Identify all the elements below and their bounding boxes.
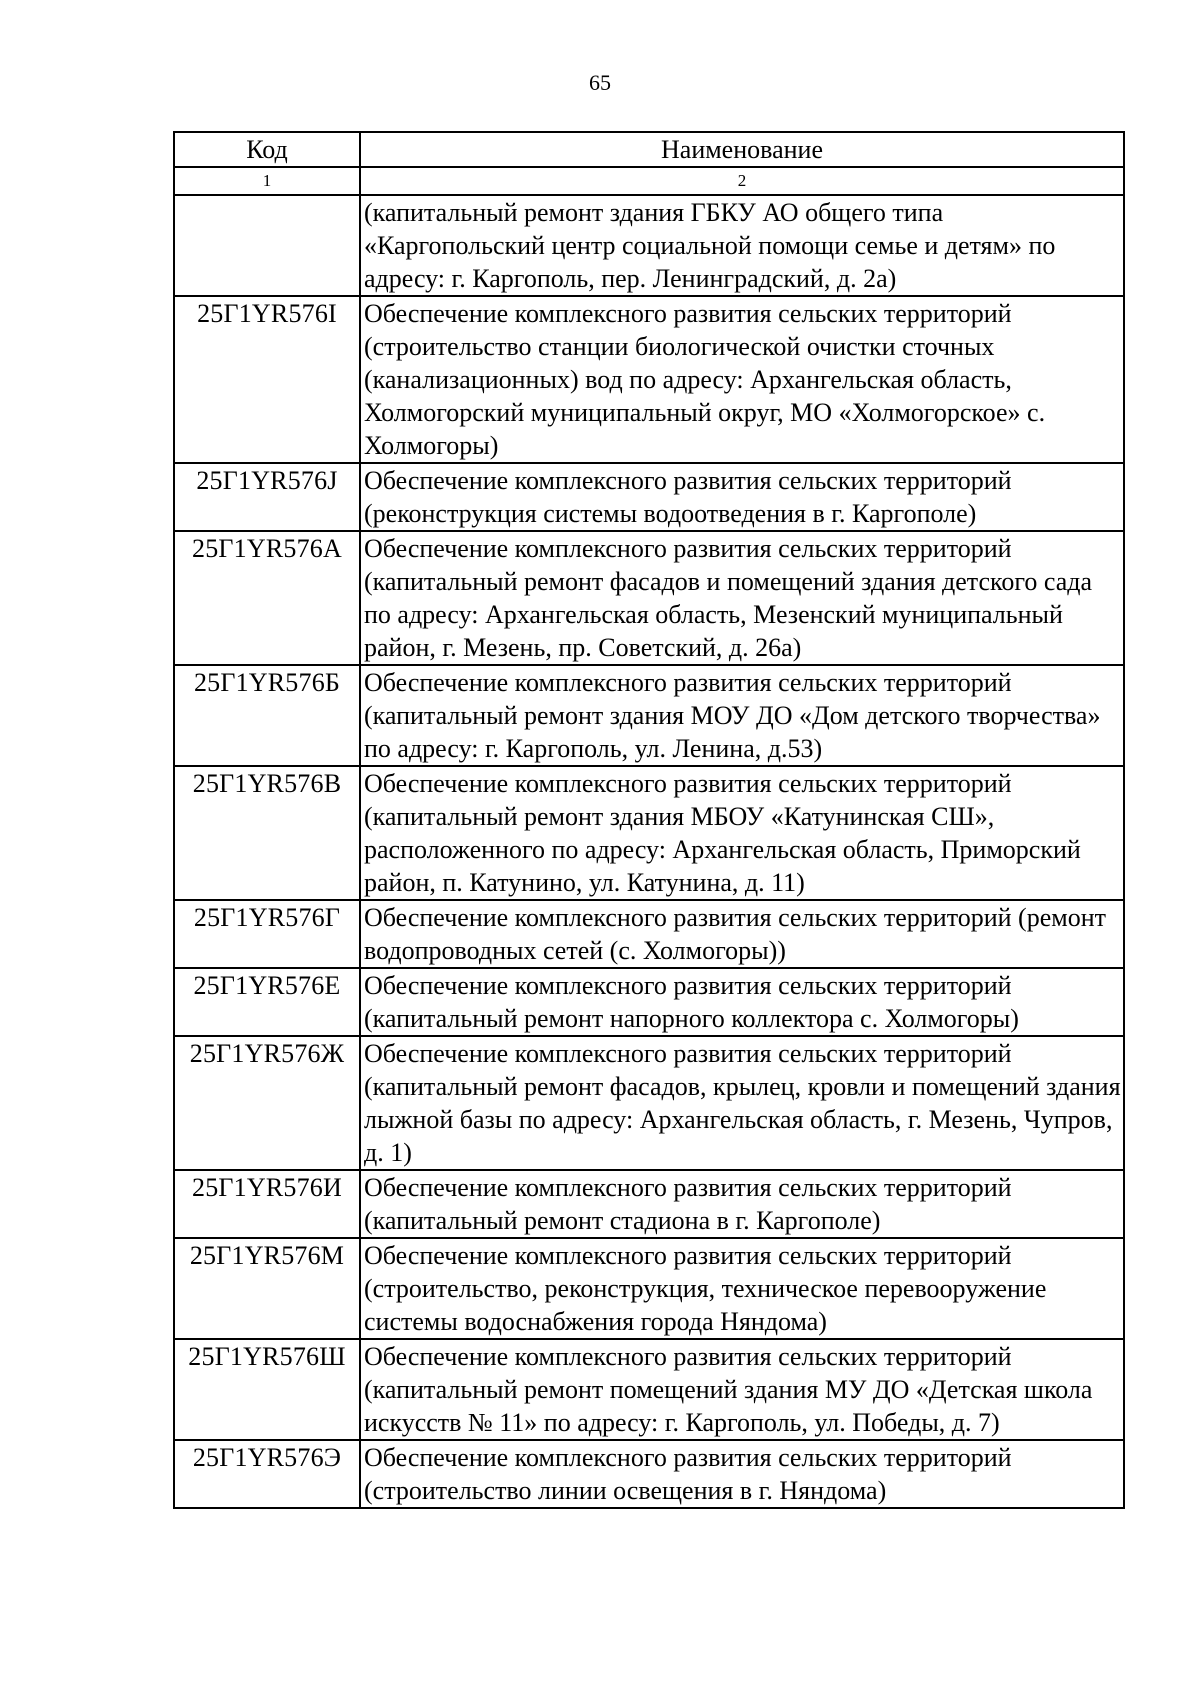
row-name: Обеспечение комплексного развития сельских территорий (ремонт водопроводных сетей (с. Холмогоры)) [360, 900, 1124, 968]
row-name: Обеспечение комплексного развития сельских территорий (капитальный ремонт фасадов, крылец, кровли и помещений здания лыжной базы по адресу: Архангельская область, г. Мезень, Чупров, д. 1) [360, 1036, 1124, 1170]
row-name: Обеспечение комплексного развития сельских территорий (строительство линии освещения в г. Няндома) [360, 1440, 1124, 1508]
row-name: Обеспечение комплексного развития сельских территорий (строительство, реконструкция, техническое перевооружение системы водоснабжения города Няндома) [360, 1238, 1124, 1339]
row-code: 25Г1YR576Ж [174, 1036, 360, 1170]
row-code: 25Г1YR576Б [174, 665, 360, 766]
row-name: Обеспечение комплексного развития сельских территорий (капитальный ремонт помещений здания МУ ДО «Детская школа искусств № 11» по адресу: г. Каргополь, ул. Победы, д. 7) [360, 1339, 1124, 1440]
row-name: Обеспечение комплексного развития сельских территорий (капитальный ремонт стадиона в г. Каргополе) [360, 1170, 1124, 1238]
table-row [174, 766, 1124, 900]
row-code [174, 195, 360, 296]
row-name: Обеспечение комплексного развития сельских территорий (капитальный ремонт фасадов и помещений здания детского сада по адресу: Архангельская область, Мезенский муниципальный район, г. Мезень, пр. Советский, д. 26а) [360, 531, 1124, 665]
table-row [174, 1339, 1124, 1440]
row-name: Обеспечение комплексного развития сельских территорий (капитальный ремонт здания МБОУ «Катунинская СШ», расположенного по адресу: Архангельская область, Приморский район, п. Катунино, ул. Катунина, д. 11) [360, 766, 1124, 900]
header-name: Наименование [360, 132, 1124, 167]
row-code: 25Г1YR576Ш [174, 1339, 360, 1440]
row-code: 25Г1YR576И [174, 1170, 360, 1238]
row-code: 25Г1YR576Г [174, 900, 360, 968]
column-number-row [174, 167, 1124, 195]
page-number: 65 [589, 70, 611, 95]
table-row [174, 1036, 1124, 1170]
row-code: 25Г1YR576М [174, 1238, 360, 1339]
table-row [174, 296, 1124, 463]
row-name: Обеспечение комплексного развития сельских территорий (капитальный ремонт здания МОУ ДО «Дом детского творчества» по адресу: г. Каргополь, ул. Ленина, д.53) [360, 665, 1124, 766]
row-code: 25Г1YR576Е [174, 968, 360, 1036]
row-code: 25Г1YR576Э [174, 1440, 360, 1508]
table-row [174, 968, 1124, 1036]
header-code: Код [174, 132, 360, 167]
column-number-name: 2 [360, 167, 1124, 195]
table-row [174, 1440, 1124, 1508]
table-row [174, 1238, 1124, 1339]
table-header-row [174, 132, 1124, 167]
row-name: (капитальный ремонт здания ГБКУ АО общего типа «Каргопольский центр социальной помощи семье и детям» по адресу: г. Каргополь, пер. Ленинградский, д. 2а) [360, 195, 1124, 296]
row-code: 25Г1YR576В [174, 766, 360, 900]
table-row [174, 463, 1124, 531]
row-name: Обеспечение комплексного развития сельских территорий (реконструкция системы водоотведения в г. Каргополе) [360, 463, 1124, 531]
column-number-code: 1 [174, 167, 360, 195]
table-row [174, 531, 1124, 665]
row-code: 25Г1YR576А [174, 531, 360, 665]
row-code: 25Г1YR576I [174, 296, 360, 463]
table-row [174, 195, 1124, 296]
code-table [173, 131, 1125, 1509]
row-name: Обеспечение комплексного развития сельских территорий (строительство станции биологической очистки сточных (канализационных) вод по адресу: Архангельская область, Холмогорский муниципальный округ, МО «Холмогорское» с. Холмогоры) [360, 296, 1124, 463]
table-row [174, 665, 1124, 766]
row-code: 25Г1YR576J [174, 463, 360, 531]
table-row [174, 1170, 1124, 1238]
table-row [174, 900, 1124, 968]
row-name: Обеспечение комплексного развития сельских территорий (капитальный ремонт напорного коллектора с. Холмогоры) [360, 968, 1124, 1036]
